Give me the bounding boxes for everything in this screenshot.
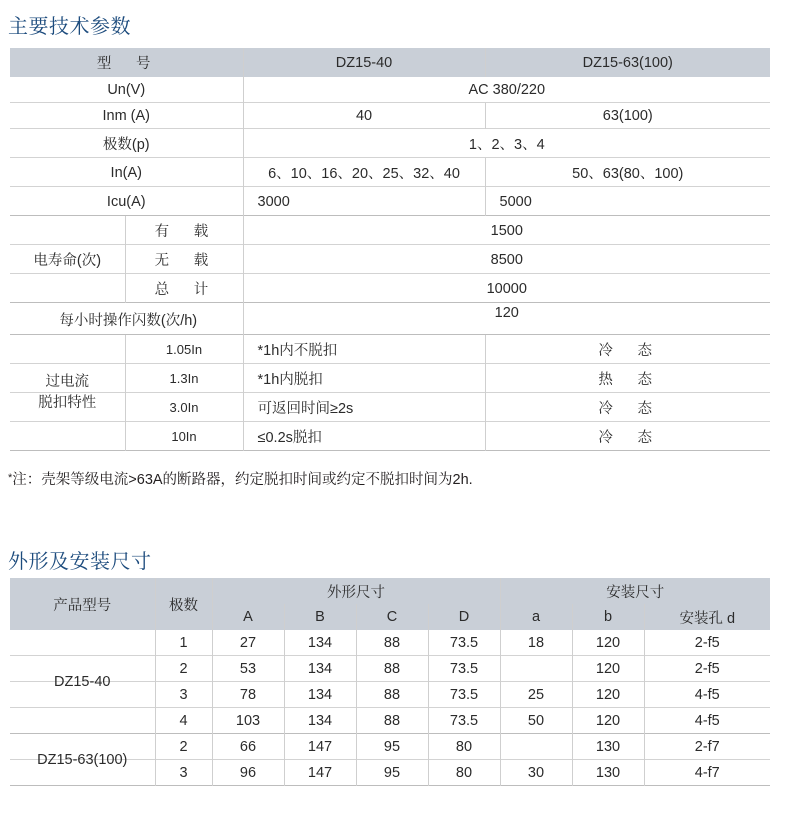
dims-group-model-dz15-63: DZ15-63(100) <box>37 752 128 768</box>
dims-header-col-small-a: a <box>500 604 572 630</box>
row-value-icu-dz15-40: 3000 <box>243 187 485 216</box>
row-value-life-unloaded: 8500 <box>243 245 770 274</box>
row-value-behavior-30in: 可返回时间≥2s <box>243 393 485 422</box>
row-value-poles: 1、2、3、4 <box>243 129 770 158</box>
row-value-inm-dz15-40: 40 <box>243 103 485 129</box>
row-value-behavior-13in: *1h内脱扣 <box>243 364 485 393</box>
sub-label-multiple-105in: 1.05In <box>125 335 243 364</box>
dims-cell-small-a: 25 <box>500 682 572 708</box>
row-value-state-13in: 热 态 <box>485 364 770 393</box>
dims-cell-small-a <box>500 734 572 760</box>
row-label-ops-per-hour: 每小时操作闪数(次/h) <box>59 312 198 329</box>
main-specs-table <box>10 48 770 451</box>
dims-cell-small-b: 120 <box>572 630 644 656</box>
row-value-state-105in: 冷 态 <box>485 335 770 364</box>
dims-cell-mounting-hole: 2-f7 <box>644 734 770 760</box>
row-value-behavior-10in: ≤0.2s脱扣 <box>243 422 485 451</box>
dims-cell-mounting-hole: 4-f5 <box>644 708 770 734</box>
dims-cell-c: 95 <box>356 734 428 760</box>
footnote-marker: * <box>8 472 13 484</box>
dims-cell-c: 95 <box>356 760 428 786</box>
dims-cell-small-b: 120 <box>572 682 644 708</box>
dims-cell-d: 73.5 <box>428 682 500 708</box>
dims-cell-b: 147 <box>284 760 356 786</box>
dims-cell-poles: 3 <box>155 760 212 786</box>
sub-label-multiple-13in: 1.3In <box>125 364 243 393</box>
dims-cell-c: 88 <box>356 682 428 708</box>
dims-header-col-mounting-hole: 安装孔 d <box>644 604 770 630</box>
dims-cell-a: 53 <box>212 656 284 682</box>
dims-cell-small-a: 50 <box>500 708 572 734</box>
footnote <box>8 468 473 489</box>
dims-header-col-a: A <box>212 604 284 630</box>
row-label-overcurrent-trip <box>10 335 125 451</box>
dims-header-product-model: 产品型号 <box>10 578 155 630</box>
dims-cell-small-b: 130 <box>572 734 644 760</box>
dims-header-group-mounting: 安装尺寸 <box>500 578 770 604</box>
dims-cell-small-b: 130 <box>572 760 644 786</box>
table-row-inm <box>10 103 770 129</box>
row-value-in-dz15-40: 6、10、16、20、25、32、40 <box>243 158 485 187</box>
row-label-poles: 极数(p) <box>102 137 150 153</box>
dims-cell-small-b: 120 <box>572 656 644 682</box>
dims-header-group-outline: 外形尺寸 <box>212 578 500 604</box>
row-label-in: In(A) <box>110 164 142 181</box>
dims-cell-mounting-hole: 4-f5 <box>644 682 770 708</box>
sub-label-unloaded: 无 载 <box>125 245 243 274</box>
dims-cell-mounting-hole: 2-f5 <box>644 630 770 656</box>
table-row-un <box>10 77 770 103</box>
dims-cell-small-a: 18 <box>500 630 572 656</box>
dims-header-row-1 <box>10 578 770 604</box>
sub-label-total: 总 计 <box>125 274 243 303</box>
table-header-row <box>10 48 770 77</box>
dims-cell-a: 78 <box>212 682 284 708</box>
row-value-life-total: 10000 <box>243 274 770 303</box>
table-row-icu <box>10 187 770 216</box>
row-value-life-loaded: 1500 <box>243 216 770 245</box>
overcurrent-label-line2: 脱扣特性 <box>38 395 97 411</box>
table-row-poles <box>10 129 770 158</box>
footnote-text: 注：壳架等级电流>63A的断路器，约定脱扣时间或约定不脱扣时间为2h. <box>12 472 473 488</box>
row-value-behavior-105in: *1h内不脱扣 <box>243 335 485 364</box>
row-label-inm: Inm (A) <box>102 108 151 124</box>
table-row-life-loaded <box>10 216 770 245</box>
dims-cell-mounting-hole: 2-f5 <box>644 656 770 682</box>
table-row-in <box>10 158 770 187</box>
row-value-ops-per-hour: 120 <box>243 303 770 335</box>
dims-header-col-small-b: b <box>572 604 644 630</box>
row-value-in-dz15-63: 50、63(80、100) <box>485 158 770 187</box>
dims-cell-b: 134 <box>284 656 356 682</box>
table-row-ops-per-hour <box>10 303 770 335</box>
overcurrent-label-line1: 过电流 <box>45 373 89 390</box>
page-title-dimensions: 外形及安装尺寸 <box>8 551 152 573</box>
header-cell-model-dz15-63: DZ15-63(100) <box>485 48 770 77</box>
table-row <box>10 630 770 656</box>
sub-label-multiple-10in: 10In <box>125 422 243 451</box>
row-value-icu-dz15-63: 5000 <box>485 187 770 216</box>
row-label-un: Un(V) <box>107 82 146 98</box>
dims-cell-small-a: 30 <box>500 760 572 786</box>
dims-cell-d: 80 <box>428 734 500 760</box>
dims-cell-a: 27 <box>212 630 284 656</box>
dims-cell-c: 88 <box>356 630 428 656</box>
sub-label-loaded: 有 载 <box>125 216 243 245</box>
row-label-electrical-life: 电寿命(次) <box>33 253 102 269</box>
dims-cell-b: 147 <box>284 734 356 760</box>
dims-cell-small-a <box>500 656 572 682</box>
dims-group-model-dz15-40: DZ15-40 <box>54 674 111 690</box>
dims-cell-b: 134 <box>284 630 356 656</box>
table-row <box>10 734 770 760</box>
dims-cell-d: 73.5 <box>428 630 500 656</box>
dims-cell-poles: 3 <box>155 682 212 708</box>
dims-cell-a: 96 <box>212 760 284 786</box>
dims-cell-c: 88 <box>356 656 428 682</box>
dims-header-col-d: D <box>428 604 500 630</box>
dims-header-col-c: C <box>356 604 428 630</box>
dims-header-poles: 极数 <box>155 578 212 630</box>
page-title-main-specs: 主要技术参数 <box>8 16 131 38</box>
sub-label-multiple-30in: 3.0In <box>125 393 243 422</box>
header-cell-model-label: 型 号 <box>10 48 243 77</box>
dims-cell-a: 66 <box>212 734 284 760</box>
dims-cell-small-b: 120 <box>572 708 644 734</box>
dims-cell-a: 103 <box>212 708 284 734</box>
dims-cell-b: 134 <box>284 682 356 708</box>
row-value-inm-dz15-63: 63(100) <box>485 103 770 129</box>
row-value-state-30in: 冷 态 <box>485 393 770 422</box>
dims-cell-b: 134 <box>284 708 356 734</box>
dims-cell-poles: 2 <box>155 734 212 760</box>
dimensions-table <box>10 578 770 786</box>
row-value-state-10in: 冷 态 <box>485 422 770 451</box>
dims-cell-d: 73.5 <box>428 656 500 682</box>
dims-cell-poles: 4 <box>155 708 212 734</box>
table-row-overcurrent-105 <box>10 335 770 364</box>
dims-cell-poles: 2 <box>155 656 212 682</box>
dims-cell-mounting-hole: 4-f7 <box>644 760 770 786</box>
dims-header-col-b: B <box>284 604 356 630</box>
dims-cell-d: 73.5 <box>428 708 500 734</box>
row-value-un: AC 380/220 <box>243 77 770 103</box>
dims-cell-poles: 1 <box>155 630 212 656</box>
dims-cell-c: 88 <box>356 708 428 734</box>
dims-cell-d: 80 <box>428 760 500 786</box>
row-label-icu: Icu(A) <box>106 193 146 210</box>
header-cell-model-dz15-40: DZ15-40 <box>243 48 485 77</box>
